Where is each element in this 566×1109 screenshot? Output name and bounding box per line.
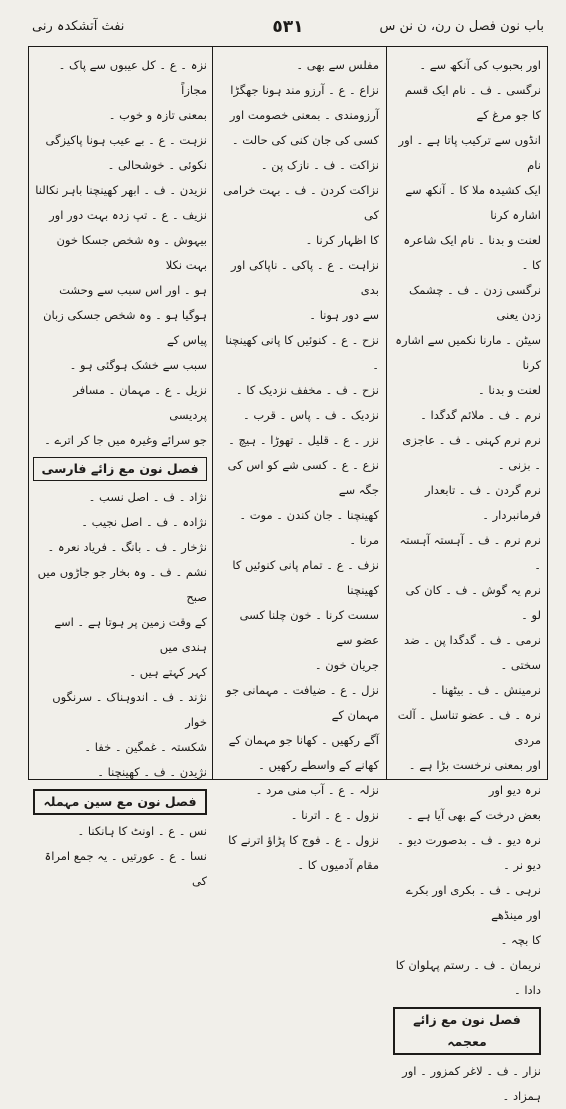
dictionary-entry: نزیدن ۔ ف ۔ ابھر کھینچنا باہر نکالنا bbox=[35, 183, 207, 197]
dictionary-entry: نزیف ۔ ع ۔ تپ زدہ بہت دور اور bbox=[49, 208, 207, 222]
dictionary-entry: نزول ۔ ع ۔ اترنا ۔ bbox=[290, 808, 379, 822]
dictionary-entry: نزدیک ۔ ف ۔ پاس ۔ قرب ۔ bbox=[242, 408, 379, 422]
dictionary-entry: سے دور ہونا ۔ bbox=[309, 308, 379, 322]
dictionary-entry: نزار ۔ ف ۔ لاغر کمزور ۔ اور ہمزاد ۔ bbox=[402, 1064, 541, 1103]
dictionary-entry: کے وقت زمین پر ہوتا ہے ۔ اسے ہندی میں bbox=[54, 615, 207, 654]
dictionary-entry: نرہ دیو ۔ ف ۔ بدصورت دیو ۔ bbox=[397, 833, 541, 847]
dictionary-entry: نکوئی ۔ خوشحالی ۔ bbox=[107, 158, 207, 172]
dictionary-entry: نژخار ۔ ف ۔ بانگ ۔ فریاد نعرہ ۔ bbox=[47, 540, 207, 554]
dictionary-entry: جو سرائے وغیرہ میں جا کر اترے ۔ bbox=[44, 433, 207, 447]
dictionary-entry: اور بمعنی نرخست بڑا ہے ۔ نرہ دیو اور bbox=[408, 758, 541, 797]
page-number: ٥٣١ bbox=[272, 17, 304, 37]
dictionary-entry: آرزومندی ۔ بمعنی خصومت اور bbox=[229, 108, 379, 122]
dictionary-entry: نرمی ۔ ف ۔ گدگدا پن ۔ ضد سختی ۔ bbox=[404, 633, 541, 672]
dictionary-entry: ہوگیا ہو ۔ وہ شخص جسکی زبان پیاس کے bbox=[43, 308, 207, 347]
dictionary-entry: کا بچہ ۔ bbox=[500, 933, 541, 947]
dictionary-entry: نزاع ۔ ع ۔ آرزو مند ہونا جھگڑا bbox=[230, 83, 379, 97]
dictionary-entry: سست کرنا ۔ خون چلنا کسی عضو سے bbox=[239, 608, 379, 647]
page-header bbox=[28, 10, 548, 44]
dictionary-entry: جریان خون ۔ bbox=[314, 658, 379, 672]
dictionary-entry: کہر کہتے ہیں ۔ bbox=[129, 665, 207, 679]
dictionary-entry: شکستہ ۔ غمگین ۔ خفا ۔ bbox=[84, 740, 207, 754]
dictionary-entry: نرہ ۔ ف ۔ عضو تناسل ۔ آلت مردی bbox=[397, 708, 541, 747]
dictionary-entry: کھانے کے واسطے رکھیں ۔ bbox=[258, 758, 379, 772]
dictionary-entry: مقام آدمیوں کا ۔ bbox=[297, 858, 379, 872]
dictionary-entry: نزول ۔ ع ۔ فوج کا پڑاؤ اترنے کا bbox=[228, 833, 379, 847]
dictionary-entry: سبب سے خشک ہوگئی ہو ۔ bbox=[69, 358, 207, 372]
column-right bbox=[389, 47, 547, 1103]
column-divider bbox=[386, 47, 387, 779]
dictionary-entry: لعنت و بدنا ۔ bbox=[477, 383, 541, 397]
dictionary-entry: ہو ۔ اور اس سبب سے وحشت bbox=[59, 283, 207, 297]
dictionary-entry: نزح ۔ ع ۔ کنوئیں کا پانی کھینچنا ۔ bbox=[225, 333, 379, 372]
dictionary-entry: نریمان ۔ ف ۔ رستم پہلوان کا دادا ۔ bbox=[395, 958, 541, 997]
dictionary-entry: نژیدن ۔ ف ۔ کھینچنا ۔ bbox=[97, 765, 207, 779]
dictionary-entry: بیہوش ۔ وہ شخص جسکا خون بہت نکلا bbox=[56, 233, 207, 272]
dictionary-page bbox=[28, 10, 548, 1103]
dictionary-entry: نزیل ۔ ع ۔ مہمان ۔ مسافر پردیسی bbox=[73, 383, 207, 422]
dictionary-entry: نرم ۔ ف ۔ ملائم گدگدا ۔ bbox=[420, 408, 541, 422]
dictionary-entry: نزاکت ۔ ف ۔ نازک پن ۔ bbox=[260, 158, 379, 172]
section-heading: فصل نون مع زائے معجمہ bbox=[393, 1007, 541, 1055]
section-heading: فصل نون مع زائے فارسی bbox=[33, 457, 207, 481]
dictionary-entry: آگے رکھیں ۔ کھانا جو مہمان کے bbox=[228, 733, 379, 747]
dictionary-entry: کھینچنا ۔ جان کندن ۔ موت ۔ مرنا ۔ bbox=[239, 508, 379, 547]
dictionary-entry: نرگسی زدن ۔ ف ۔ چشمک زدن یعنی bbox=[409, 283, 541, 322]
dictionary-entry: نزاہت ۔ ع ۔ پاکی ۔ ناپاکی اور بدی bbox=[231, 258, 379, 297]
dictionary-entry: بعض درخت کے بھی آیا ہے ۔ bbox=[406, 808, 541, 822]
dictionary-entry: نرمینش ۔ ف ۔ بیٹھنا ۔ bbox=[430, 683, 541, 697]
dictionary-entry: سیٹن ۔ مارنا نکمیں سے اشارہ کرنا bbox=[395, 333, 541, 372]
dictionary-entry: نژاد ۔ ف ۔ اصل نسب ۔ bbox=[88, 490, 207, 504]
dictionary-entry: نزر ۔ ع ۔ قلیل ۔ تھوڑا ۔ ہیچ ۔ bbox=[228, 433, 379, 447]
running-title: نفث آتشکدہ رنی bbox=[32, 19, 125, 34]
dictionary-entry: لعنت و بدنا ۔ نام ایک شاعرہ کا ۔ bbox=[403, 233, 541, 272]
dictionary-entry: نژند ۔ ف ۔ اندوہناک ۔ سرنگوں خوار bbox=[52, 690, 207, 729]
dictionary-entry: نرگسی ۔ ف ۔ نام ایک قسم کا جو مرغ کے bbox=[404, 83, 541, 122]
dictionary-entry: نزل ۔ ع ۔ ضیافت ۔ مہمانی جو مہمان کے bbox=[226, 683, 379, 722]
dictionary-entry: نزح ۔ ف ۔ مخفف نزدیک کا ۔ bbox=[235, 383, 379, 397]
dictionary-entry: نزہت ۔ ع ۔ بے عیب ہونا پاکیزگی bbox=[45, 133, 207, 147]
dictionary-entry: مفلس سے بھی ۔ bbox=[296, 58, 379, 72]
column-middle bbox=[215, 47, 385, 872]
dictionary-entry: نرم نرم کہنی ۔ ف ۔ عاجزی ۔ بزنی ۔ bbox=[402, 433, 541, 472]
dictionary-entry: نرم یہ گوش ۔ ف ۔ کان کی لو ۔ bbox=[405, 583, 541, 622]
dictionary-entry: نزہ ۔ ع ۔ کل عیبوں سے پاک ۔ مجازاً bbox=[58, 58, 207, 97]
dictionary-entry: نسا ۔ ع ۔ عورتیں ۔ یہ جمع امراۃ کی bbox=[44, 849, 207, 888]
dictionary-entry: کسی کی جان کنی کی حالت ۔ bbox=[231, 133, 379, 147]
column-left bbox=[29, 47, 213, 888]
dictionary-entry: کا اظہار کرنا ۔ bbox=[305, 233, 379, 247]
dictionary-entry: نژادہ ۔ ف ۔ اصل نجیب ۔ bbox=[81, 515, 207, 529]
dictionary-entry: نزاکت کردن ۔ ف ۔ بہت خرامی کی bbox=[223, 183, 379, 222]
dictionary-entry: انڈوں سے ترکیب پاتا ہے ۔ اور نام bbox=[398, 133, 541, 172]
dictionary-entry: نرہی ۔ ف ۔ بکری اور بکرے اور مینڈھے bbox=[405, 883, 541, 922]
section-heading: فصل نون مع سین مہملہ bbox=[33, 789, 207, 815]
dictionary-entry: نزع ۔ ع ۔ کسی شے کو اس کی جگہ سے bbox=[227, 458, 379, 497]
dictionary-entry: ایک کشیدہ ملا کا ۔ آنکھ سے اشارہ کرنا bbox=[405, 183, 541, 222]
dictionary-entry: بمعنی تازہ و خوب ۔ bbox=[108, 108, 207, 122]
entries-frame bbox=[28, 46, 548, 1103]
dictionary-entry: نرم نرم ۔ ف ۔ آہستہ آہستہ ۔ bbox=[399, 533, 541, 572]
dictionary-entry: نرم گردن ۔ ف ۔ تابعدار فرمانبردار ۔ bbox=[425, 483, 541, 522]
dictionary-entry: نزف ۔ ع ۔ تمام پانی کنوئیں کا کھینچنا bbox=[232, 558, 379, 597]
dictionary-entry: نشم ۔ ف ۔ وہ بخار جو جاڑوں میں صبح bbox=[37, 565, 207, 604]
dictionary-entry: دیو نر ۔ bbox=[503, 858, 541, 872]
dictionary-entry: اور بحبوب کی آنکھ سے ۔ bbox=[419, 58, 541, 72]
dictionary-entry: نزلہ ۔ ع ۔ آب منی مرد ۔ bbox=[255, 783, 379, 797]
dictionary-entry: نس ۔ ع ۔ اونٹ کا ہانکنا ۔ bbox=[77, 824, 207, 838]
chapter-heading: باب نون فصل ن رن، ن نن س bbox=[379, 19, 544, 34]
